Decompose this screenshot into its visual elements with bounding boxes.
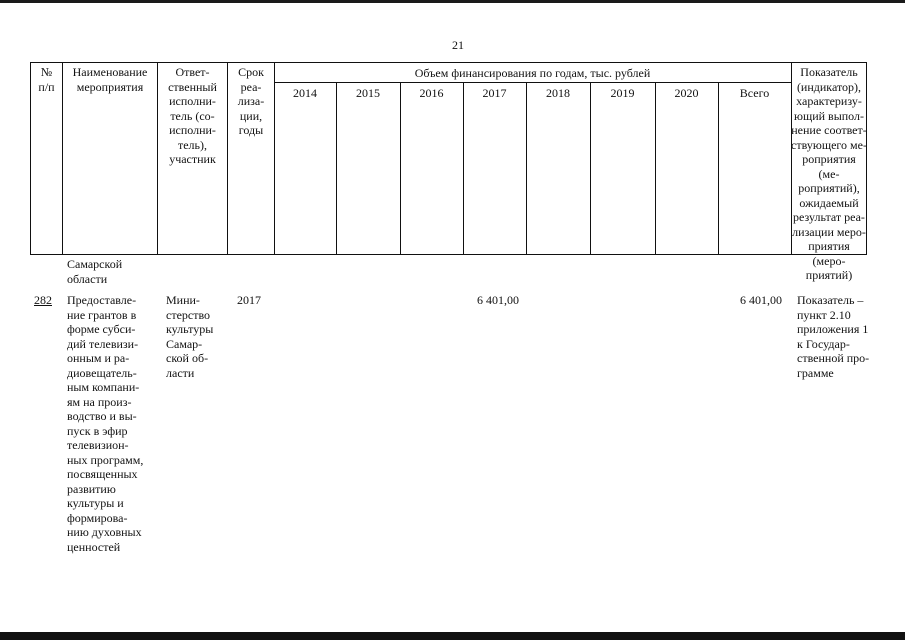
row-total: 6 401,00 xyxy=(740,293,782,307)
col-border-2014 xyxy=(336,82,337,255)
header-num: № п/п xyxy=(38,65,55,94)
header-year-2020: 2020 xyxy=(674,86,699,100)
header-year-2014: 2014 xyxy=(293,86,317,100)
continuation-text: Самарской области xyxy=(67,257,123,286)
header-bottom-border xyxy=(30,254,866,255)
header-indicator: Показатель (индикатор), характеризу- ющий выпол- нение соответ- ствующего ме- роприятия (ме- роприятий), ожидаемый результат реа- лизации меро- приятия (меро- приятий) xyxy=(791,65,867,282)
col-border-2020 xyxy=(718,82,719,255)
header-responsible: Ответ- ственный исполни- тель (со- исполни- тель), участник xyxy=(168,65,217,166)
col-border-2018 xyxy=(590,82,591,255)
header-year-2016: 2016 xyxy=(419,86,444,100)
table-top-border xyxy=(30,62,866,63)
header-year-2017: 2017 xyxy=(482,86,507,100)
top-edge-bar xyxy=(0,0,905,3)
col-border-2016 xyxy=(463,82,464,255)
header-funding: Объем финансирования по годам, тыс. рублей xyxy=(414,66,651,80)
row-value-2017: 6 401,00 xyxy=(477,293,519,307)
header-year-2018: 2018 xyxy=(546,86,570,100)
page-number: 21 xyxy=(452,38,464,52)
header-name: Наименование мероприятия xyxy=(72,65,148,94)
funding-subheader-line xyxy=(274,82,791,83)
header-term: Срок реа- лиза- ции, годы xyxy=(237,65,265,137)
row-term: 2017 xyxy=(237,293,261,307)
col-border-2015 xyxy=(400,82,401,255)
header-year-2015: 2015 xyxy=(356,86,380,100)
header-year-2019: 2019 xyxy=(610,86,635,100)
header-total: Всего xyxy=(739,86,770,100)
col-border-2019 xyxy=(655,82,656,255)
bottom-edge-bar xyxy=(0,632,905,640)
row-number: 282 xyxy=(34,293,52,307)
col-border-2017 xyxy=(526,82,527,255)
row-indicator: Показатель – пункт 2.10 приложения 1 к Государ- ственной про- грамме xyxy=(797,293,870,380)
row-responsible: Мини- стерство культуры Самар- ской об- ласти xyxy=(166,293,214,380)
row-activity-name: Предоставле- ние грантов в форме субси- дий телевизи- онным и ра- диовещатель- ным компани- ям на произ- водство и вы- пуск в эфир телевизион- ных программ, посвященных развитию культуры и формирова- нию духовных ценностей xyxy=(67,293,144,554)
